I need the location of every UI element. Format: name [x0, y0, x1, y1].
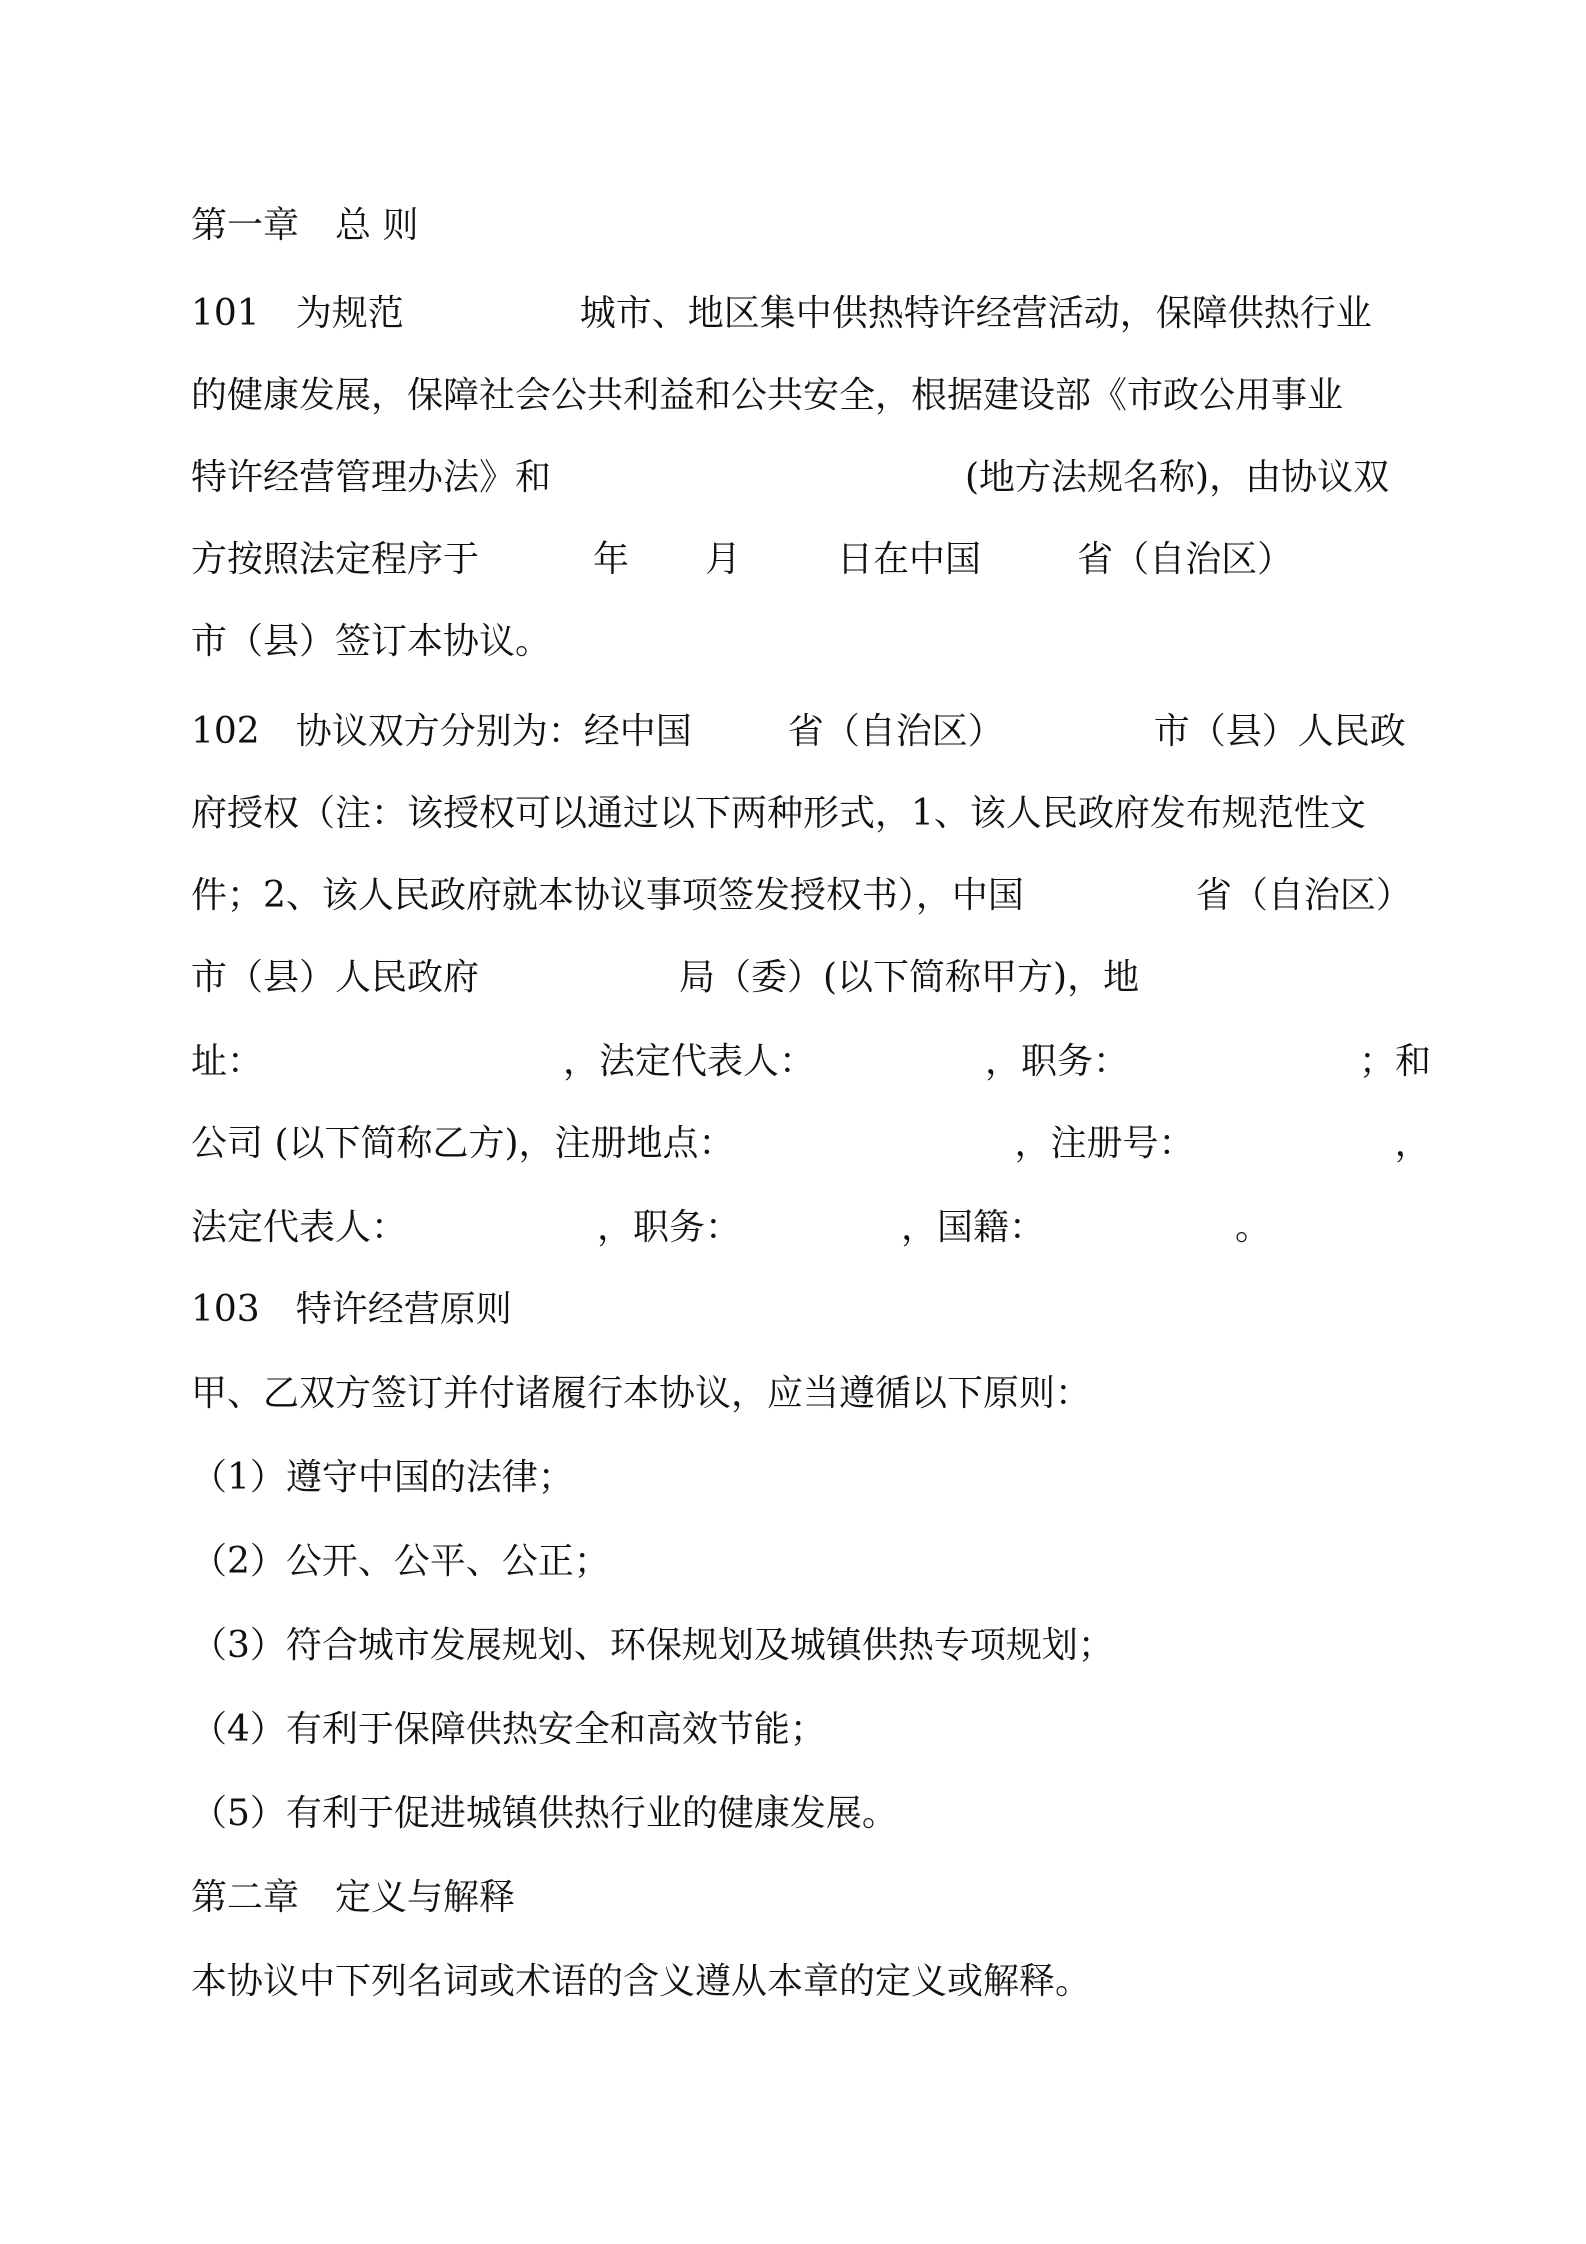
- text-run: ，职务：: [985, 1041, 1130, 1082]
- article-102-line-1: [191, 710, 1406, 754]
- principle-item: [191, 1624, 1114, 1668]
- text-run: 省（自治区）: [787, 711, 1004, 752]
- article-102-line-6: [191, 1122, 1431, 1166]
- text-run: 月: [705, 539, 742, 580]
- text-run: 甲、乙双方签订并付诸履行本协议，应当遵循以下原则：: [191, 1373, 1092, 1414]
- principle-item: [191, 1708, 826, 1752]
- article-number: 103: [191, 1289, 260, 1330]
- text-run: 法定代表人：: [191, 1207, 408, 1248]
- principle-item: [191, 1540, 610, 1584]
- chapter-title: 总 则: [335, 205, 419, 246]
- chapter-2-intro: [191, 1960, 1091, 2004]
- text-run: （3）符合城市发展规划、环保规划及城镇供热专项规划；: [191, 1625, 1114, 1666]
- article-103-heading: [191, 1288, 512, 1332]
- article-102-line-2: [191, 792, 1366, 836]
- article-101-line-5: [191, 620, 551, 664]
- text-run: ，法定代表人：: [563, 1041, 816, 1082]
- text-run: （5）有利于促进城镇供热行业的健康发展。: [191, 1793, 898, 1834]
- text-run: 为规范: [295, 293, 404, 334]
- text-run: ；和: [1359, 1041, 1432, 1082]
- text-run: 市（县）人民政府: [191, 957, 480, 998]
- text-run: ，职务：: [597, 1207, 742, 1248]
- chapter-2-heading: [191, 1876, 515, 1920]
- text-run: 局（委）(以下简称甲方)，地: [679, 957, 1140, 998]
- text-run: 省（自治区）: [1077, 539, 1294, 580]
- article-101-line-1: [191, 292, 1372, 336]
- principle-item: [191, 1792, 898, 1836]
- text-run: （1）遵守中国的法律；: [191, 1457, 574, 1498]
- chapter-1-heading: [191, 204, 418, 248]
- text-run: ，国籍：: [901, 1207, 1046, 1248]
- article-103-intro: [191, 1372, 1091, 1416]
- text-run: 址：: [191, 1041, 264, 1082]
- text-run: （4）有利于保障供热安全和高效节能；: [191, 1709, 826, 1750]
- text-run: 的健康发展，保障社会公共利益和公共安全，根据建设部《市政公用事业: [191, 375, 1344, 416]
- text-run: 市（县）人民政: [1153, 711, 1406, 752]
- text-run: 本协议中下列名词或术语的含义遵从本章的定义或解释。: [191, 1961, 1092, 2002]
- principle-item: [191, 1456, 574, 1500]
- article-101-line-2: [191, 374, 1343, 418]
- chapter-title: 定义与解释: [335, 1877, 516, 1918]
- text-run: （2）公开、公平、公正；: [191, 1541, 610, 1582]
- text-run: 日在中国: [837, 539, 982, 580]
- text-run: 。: [1235, 1207, 1272, 1248]
- text-run: (地方法规名称)，由协议双: [965, 457, 1390, 498]
- text-run: 特许经营管理办法》和: [191, 457, 552, 498]
- chapter-number: 第二章: [191, 1877, 300, 1918]
- text-run: 协议双方分别为：经中国: [295, 711, 692, 752]
- text-run: 省（自治区）: [1195, 875, 1412, 916]
- article-102-line-7: [191, 1206, 1271, 1250]
- text-run: 方按照法定程序于: [191, 539, 480, 580]
- text-run: 件；2、该人民政府就本协议事项签发授权书），中国: [191, 875, 1024, 916]
- text-run: ，: [1394, 1123, 1431, 1164]
- article-101-line-4: [191, 538, 1293, 582]
- text-run: 年: [593, 539, 630, 580]
- article-title: 特许经营原则: [295, 1289, 512, 1330]
- article-102-line-5: [191, 1040, 1431, 1084]
- article-102-line-4: [191, 956, 1139, 1000]
- chapter-number: 第一章: [191, 205, 300, 246]
- article-101-line-3: [191, 456, 1389, 500]
- text-run: 公司 (以下简称乙方)，注册地点：: [191, 1123, 735, 1164]
- text-run: ，注册号：: [1014, 1123, 1195, 1164]
- text-run: 府授权（注：该授权可以通过以下两种形式，1、该人民政府发布规范性文: [191, 793, 1366, 834]
- article-number: 102: [191, 711, 260, 752]
- text-run: 城市、地区集中供热特许经营活动，保障供热行业: [579, 293, 1372, 334]
- text-run: 市（县）签订本协议。: [191, 621, 552, 662]
- article-102-line-3: [191, 874, 1412, 918]
- article-number: 101: [191, 293, 260, 334]
